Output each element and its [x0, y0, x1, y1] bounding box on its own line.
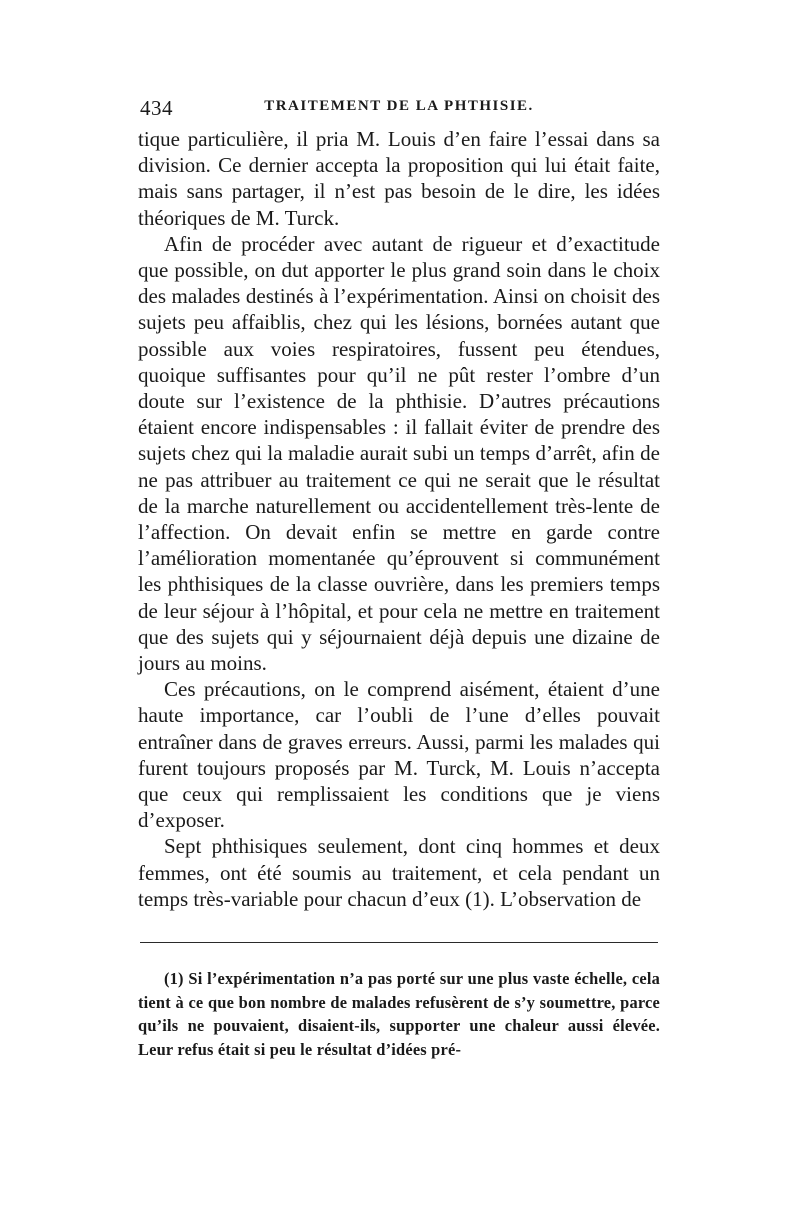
running-head — [138, 92, 660, 122]
footnote-text: (1) Si l’expérimentation n’a pas porté sur une plus vaste échelle, cela tient à ce que bon nombre de malades refusèrent de s’y soumettre, parce qu’ils ne pouvaient, disaient-ils, supporter une chaleur aussi élevée. Leur refus était si peu le résultat d’idées pré- — [138, 969, 660, 1059]
page-number: 434 — [140, 96, 173, 120]
body-text — [138, 126, 660, 912]
paragraph-importance: Ces précautions, on le comprend aisément, étaient d’une haute importance, car l’oubli de l’une d’elles pouvait entraîner dans de graves erreurs. Aussi, parmi les malades qui furent toujours proposés par M. Turck, M. Louis n’accepta que ceux qui remplissaient les conditions que je viens d’exposer. — [138, 677, 660, 833]
paragraph-patients: Sept phthisiques seulement, dont cinq hommes et deux femmes, ont été soumis au traitement, et cela pendant un temps très-variable pour chacun d’eux (1). L’observation de — [138, 834, 660, 911]
paragraph-precautions: Afin de procéder avec autant de rigueur et d’exactitude que possible, on dut apporter le plus grand soin dans le choix des malades destinés à l’expérimentation. Ainsi on choisit des sujets peu affaiblis, chez qui les lésions, bornées autant que possible aux voies respiratoires, fussent peu étendues, quoique suffisantes pour qu’il ne pût rester l’ombre d’un doute sur l’existence de la phthisie. D’autres précautions étaient encore indispensables : il fallait éviter de prendre des sujets chez qui la maladie aurait subi un temps d’arrêt, afin de ne pas attribuer au traitement ce qui ne serait que le résultat de la marche naturellement ou accidentellement très-lente de l’affection. On devait enfin se mettre en garde contre l’amélioration momentanée qu’éprouvent si communément les phthisiques de la classe ouvrière, dans les premiers temps de leur séjour à l’hôpital, et pour cela ne mettre en traitement que des sujets qui y séjournaient déjà depuis une dizaine de jours au moins. — [138, 231, 660, 676]
paragraph-continued: tique particulière, il pria M. Louis d’en faire l’essai dans sa division. Ce dernier accepta la proposition qui lui était faite, mais sans partager, il n’est pas besoin de le dire, les idées théoriques de M. Turck. — [138, 127, 660, 230]
book-page — [138, 92, 660, 1061]
running-title: TRAITEMENT DE LA PHTHISIE. — [264, 98, 534, 114]
footnote-rule — [140, 942, 658, 943]
footnote — [138, 967, 660, 1061]
